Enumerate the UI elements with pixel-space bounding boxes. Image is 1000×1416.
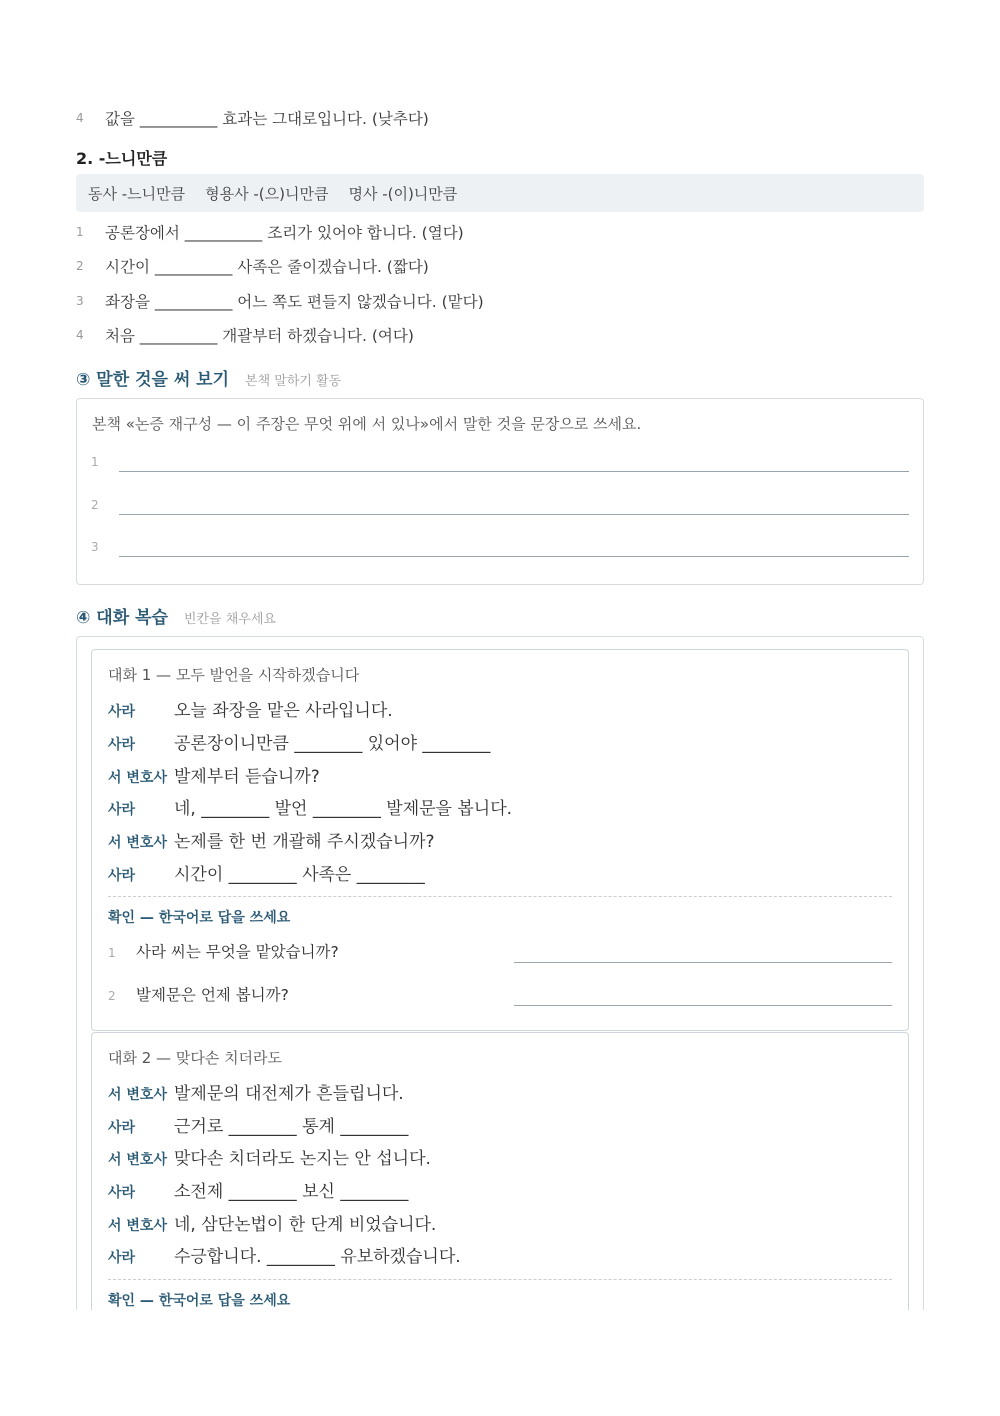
section-title: 2. -느니만큼 (76, 149, 168, 168)
writing-box (76, 398, 924, 585)
utterance: 수긍합니다. ________ 유보하겠습니다. (174, 1247, 461, 1267)
check-title: 확인 — 한국어로 답을 쓰세요 (108, 1293, 291, 1309)
dialogue-line (108, 1079, 404, 1104)
dialogue-line (108, 762, 320, 787)
question-text: 발제문은 언제 봅니까? (136, 986, 289, 1004)
speaker: 사라 (108, 737, 136, 753)
utterance: 논제를 한 번 개괄해 주시겠습니까? (174, 832, 435, 852)
speaker: 서 변호사 (108, 770, 167, 786)
utterance: 시간이 ________ 사족은 ________ (174, 865, 425, 885)
answer-rule (119, 513, 909, 515)
item-text: 좌장을 __________ 어느 쪽도 편들지 않겠습니다. (맡다) (105, 293, 484, 311)
item-number: 4 (76, 111, 84, 125)
answer-rule (119, 470, 909, 472)
line-number: 2 (91, 498, 99, 512)
item-number: 4 (76, 328, 84, 342)
dialogue-line (108, 1210, 436, 1235)
exercise-item (76, 320, 414, 350)
writing-line[interactable] (91, 533, 909, 557)
utterance: 공론장이니만큼 ________ 있어야 ________ (174, 734, 491, 754)
question-number: 1 (108, 946, 116, 960)
check-question (108, 940, 892, 962)
section-title: ④ 대화 복습 (76, 608, 168, 628)
writing-line[interactable] (91, 491, 909, 515)
line-number: 1 (91, 455, 99, 469)
exercise-item (76, 217, 464, 247)
check-question (108, 983, 892, 1005)
dialogue-title: 대화 1 — 모두 발언을 시작하겠습니다 (108, 666, 360, 684)
divider (108, 1279, 892, 1280)
item-text: 값을 __________ 효과는 그대로입니다. (낮추다) (105, 110, 429, 128)
item-number: 1 (76, 225, 84, 239)
speaker: 사라 (108, 704, 136, 720)
section-header (76, 603, 276, 628)
question-text: 사라 씨는 무엇을 맡았습니까? (136, 943, 339, 961)
speaker: 사라 (108, 868, 136, 884)
utterance: 맞다손 치더라도 논지는 안 섭니다. (174, 1149, 431, 1169)
dialogue-line (108, 1112, 408, 1137)
dialogue-line (108, 827, 435, 852)
section-subtitle: 빈칸을 채우세요 (183, 612, 276, 627)
section-header (76, 365, 341, 390)
dialogue-line (108, 860, 425, 885)
utterance: 소전제 ________ 보신 ________ (174, 1182, 409, 1202)
line-number: 3 (91, 540, 99, 554)
answer-line[interactable] (514, 1005, 892, 1006)
dialogue-line (108, 729, 490, 754)
writing-line[interactable] (91, 448, 909, 472)
dialogue-line (108, 696, 393, 721)
speaker: 사라 (108, 1250, 136, 1266)
dialogue-line (108, 1242, 461, 1267)
speaker: 사라 (108, 1120, 136, 1136)
dialogue-card-2 (91, 1032, 909, 1310)
speaker: 사라 (108, 1185, 136, 1201)
item-number: 3 (76, 294, 84, 308)
exercise-item (76, 103, 429, 133)
speaker: 서 변호사 (108, 1087, 167, 1103)
utterance: 네, ________ 발언 ________ 발제문을 봅니다. (174, 799, 513, 819)
speaker: 서 변호사 (108, 835, 167, 851)
item-text: 시간이 __________ 사족은 줄이겠습니다. (짧다) (105, 258, 429, 276)
speaker: 서 변호사 (108, 1218, 167, 1234)
worksheet-page (76, 0, 924, 1310)
dialogue-card-1 (91, 649, 909, 1031)
section-title: ③ 말한 것을 써 보기 (76, 370, 230, 390)
item-text: 처음 __________ 개괄부터 하겠습니다. (여다) (105, 327, 414, 345)
answer-rule (119, 555, 909, 557)
utterance: 발제부터 듣습니까? (174, 767, 320, 787)
speaker: 서 변호사 (108, 1152, 167, 1168)
item-number: 2 (76, 259, 84, 273)
pattern-noun: 명사 -(이)니만큼 (348, 184, 458, 203)
divider (108, 896, 892, 897)
utterance: 발제문의 대전제가 흔들립니다. (174, 1084, 404, 1104)
speaker: 사라 (108, 802, 136, 818)
item-text: 공론장에서 __________ 조리가 있어야 합니다. (열다) (105, 224, 464, 242)
answer-line[interactable] (514, 962, 892, 963)
pattern-verb: 동사 -느니만큼 (88, 184, 186, 203)
exercise-item (76, 251, 429, 281)
pattern-adjective: 형용사 -(으)니만큼 (205, 184, 329, 203)
dialogue-review-box (76, 636, 924, 1310)
exercise-item (76, 286, 484, 316)
section-subtitle: 본책 말하기 활동 (245, 374, 342, 389)
dialogue-line (108, 794, 512, 819)
dialogue-title: 대화 2 — 맞다손 치더라도 (108, 1049, 283, 1067)
utterance: 네, 삼단논법이 한 단계 비었습니다. (174, 1215, 437, 1235)
dialogue-line (108, 1144, 431, 1169)
check-title: 확인 — 한국어로 답을 쓰세요 (108, 910, 291, 926)
grammar-pattern-box (76, 174, 924, 212)
writing-prompt: 본책 «논증 재구성 — 이 주장은 무엇 위에 서 있나»에서 말한 것을 문장으로 쓰세요. (92, 415, 642, 433)
utterance: 근거로 ________ 통계 ________ (174, 1117, 409, 1137)
utterance: 오늘 좌장을 맡은 사라입니다. (174, 701, 393, 721)
question-number: 2 (108, 989, 116, 1003)
dialogue-line (108, 1177, 408, 1202)
